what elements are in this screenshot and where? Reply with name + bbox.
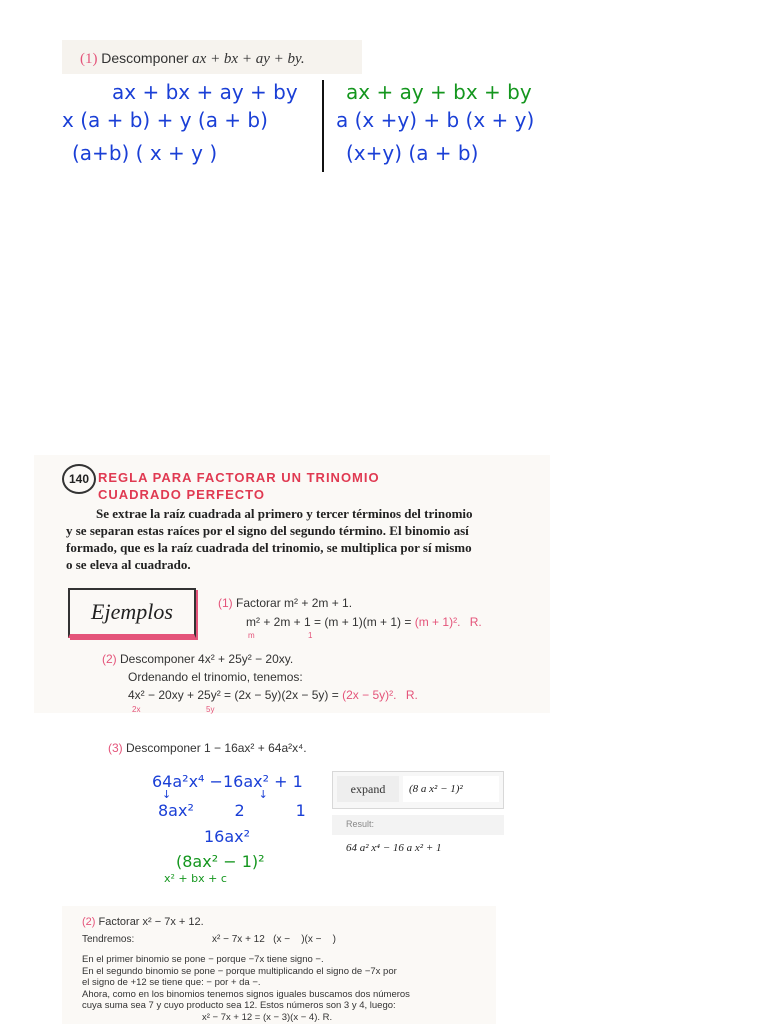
- example-2-sub-5y: 5y: [206, 705, 215, 714]
- bottom-line-4: Ahora, como en los binomios tenemos signos iguales buscamos dos números: [82, 988, 410, 1000]
- example-1: [218, 596, 352, 610]
- ejemplos-box: [68, 588, 196, 638]
- left-hand-line-2: x (a + b) + y (a + b): [62, 108, 268, 132]
- example-1-sub-m: m: [248, 631, 255, 640]
- example-2-num: (2): [102, 652, 117, 666]
- example-1-r: R.: [469, 615, 482, 629]
- wolfram-result-header: [332, 815, 504, 835]
- ex3-hand-line-4: (8ax² − 1)²: [176, 852, 265, 871]
- wolfram-panel: [332, 771, 504, 867]
- ex3-hand-line-1: 64a²x⁴ −16ax² + 1: [152, 772, 303, 791]
- ejemplos-label: Ejemplos: [91, 599, 173, 624]
- example-2-text: Descomponer 4x² + 25y² − 20xy.: [120, 652, 294, 666]
- example-2-sub-2x: 2x: [132, 705, 141, 714]
- wolfram-input-cell: [403, 776, 499, 802]
- right-hand-line-3: (x+y) (a + b): [346, 141, 479, 165]
- example-1-sub-1: 1: [308, 631, 313, 640]
- bottom-line-5: cuya suma sea 7 y cuyo producto sea 12. Estos números son 3 y 4, luego:: [82, 1000, 396, 1011]
- example-2: [102, 652, 293, 666]
- wolfram-command: expand: [350, 781, 386, 796]
- rule-title-2: CUADRADO PERFECTO: [98, 487, 265, 502]
- top-problem-text: Descomponer: [101, 50, 189, 66]
- example-1-result-main: m² + 2m + 1 = (m + 1)(m + 1) =: [246, 615, 412, 629]
- bottom-problem-num: (2): [82, 916, 96, 928]
- rule-number: 140: [68, 472, 90, 486]
- example-2-result-main: 4x² − 20xy + 25y² = (2x − 5y)(2x − 5y) =: [128, 688, 339, 702]
- bottom-line-3: el signo de +12 se tiene que: − por + da −.: [82, 977, 261, 988]
- wolfram-result: 64 a² x⁴ − 16 a x² + 1: [346, 842, 442, 854]
- bottom-problem-title: Factorar x² − 7x + 12.: [98, 916, 204, 928]
- right-hand-line-2: a (x +y) + b (x + y): [336, 108, 535, 132]
- ex3-hand-arrows: ↓ ↓: [162, 788, 268, 801]
- left-hand-line-3: (a+b) ( x + y ): [72, 141, 218, 165]
- left-hand-line-1: ax + bx + ay + by: [112, 80, 298, 104]
- example-1-result: [246, 615, 482, 629]
- example-3-text: Descomponer 1 − 16ax² + 64a²x⁴.: [126, 741, 307, 755]
- example-3: [108, 741, 307, 755]
- rule-title-1: REGLA PARA FACTORAR UN TRINOMIO: [98, 470, 380, 485]
- top-problem-num: (1): [80, 51, 98, 67]
- example-2-line2: Ordenando el trinomio, tenemos:: [128, 670, 303, 684]
- example-3-num: (3): [108, 741, 123, 755]
- example-1-result-pink: (m + 1)².: [414, 615, 461, 629]
- bottom-explanation: [82, 954, 492, 1023]
- rule-paragraph-line-3: formado, que es la raíz cuadrada del trinomio, se multiplica por sí mismo: [66, 540, 472, 555]
- ex3-hand-line-3: 16ax²: [204, 827, 251, 846]
- rule-paragraph-line-2: y se separan estas raíces por el signo del segundo término. El binomio así: [66, 523, 469, 538]
- bottom-line-2: En el segundo binomio se pone − porque multiplicando el signo de −7x por: [82, 965, 397, 977]
- rule-number-circle: [62, 464, 96, 494]
- bottom-tenemos: Tendremos:: [82, 934, 135, 945]
- wolfram-input-bar: [332, 771, 504, 809]
- example-2-result: [128, 688, 418, 702]
- example-2-result-pink: (2x − 5y)².: [342, 688, 397, 702]
- example-1-num: (1): [218, 596, 233, 610]
- rule-paragraph: [66, 505, 540, 573]
- wolfram-result-label: Result:: [346, 819, 375, 829]
- bottom-tenemos-expr: x² − 7x + 12 (x − )(x − ): [212, 934, 336, 945]
- wolfram-command-cell: [337, 776, 399, 802]
- top-problem-expr: ax + bx + ay + by.: [192, 51, 305, 67]
- example-2-r: R.: [405, 688, 418, 702]
- example-1-text: Factorar m² + 2m + 1.: [236, 596, 353, 610]
- rule-paragraph-line-4: o se eleva al cuadrado.: [66, 557, 191, 572]
- bottom-line-6: x² − 7x + 12 = (x − 3)(x − 4). R.: [202, 1011, 333, 1023]
- wolfram-input: (8 a x² − 1)²: [409, 783, 463, 795]
- ex3-hand-line-2: 8ax² 2 1: [158, 801, 306, 820]
- divider-line: [322, 80, 324, 172]
- bottom-line-1: En el primer binomio se pone − porque −7x tiene signo −.: [82, 954, 324, 965]
- top-problem: [80, 50, 305, 68]
- rule-paragraph-line-1: Se extrae la raíz cuadrada al primero y tercer términos del trinomio: [96, 506, 473, 521]
- right-hand-line-1: ax + ay + bx + by: [346, 80, 532, 104]
- ex3-hand-line-5: x² + bx + c: [164, 872, 227, 885]
- bottom-problem: [82, 916, 204, 928]
